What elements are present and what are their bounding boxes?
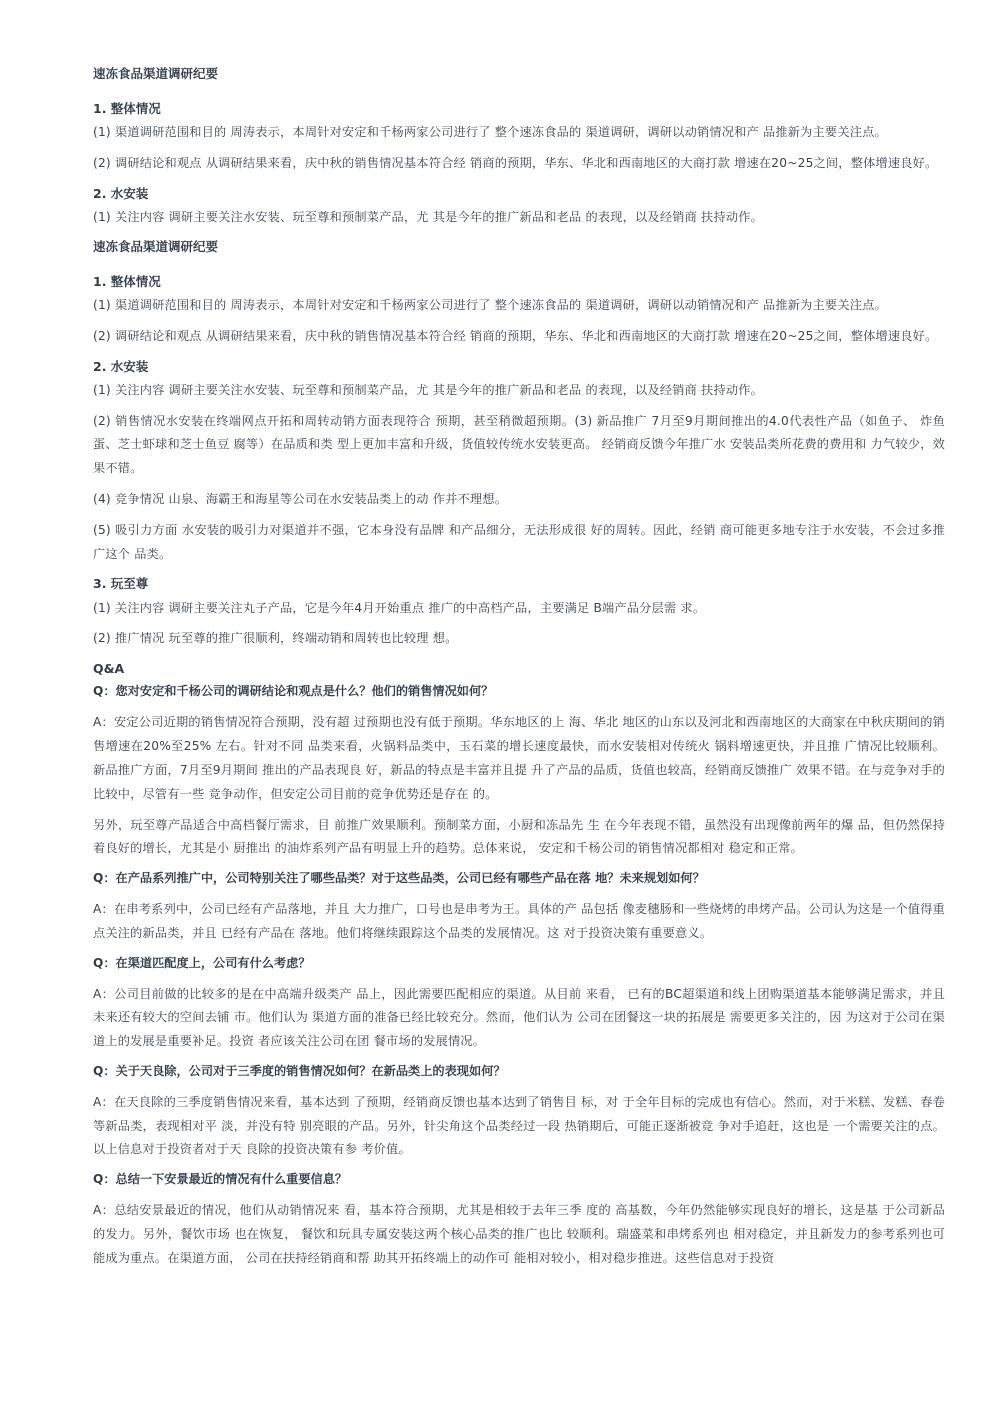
paragraph: (1) 关注内容 调研主要关注水安装、玩至尊和预制菜产品，尤 其是今年的推广新品和老品 的表现，以及经销商 扶持动作。 [93,210,763,225]
answer: A：在串考系列中，公司已经有产品落地，并且 大力推广，口号也是串考为王。具体的产 品包括 像麦穗肠和一些烧烤的串烤产品。公司认为这是一个值得重点关注的新品类，并且 已经有产品在 落地。他们将继续跟踪这个品类的发展情况。这 对于投资决策有重要意义。 [93,902,945,940]
document-title: 速冻食品渠道调研纪要 [93,66,219,81]
section-heading: 3. 玩至尊 [93,576,149,592]
question: Q：关于天良除，公司对于三季度的销售情况如何？在新品类上的表现如何？ [93,1063,506,1078]
answer: A：总结安景最近的情况，他们从动销情况来 看，基本符合预期，尤其是相较于去年三季 度的 高基数，今年仍然能够实现良好的增长，这是基 于公司新品的发力。另外，餐饮市场 也在恢复， 餐饮和玩具专属安装这两个核心品类的推广也比 较顺利。瑞盛菜和串烤系列也 相对稳定，并且新发力的参考系列也可能成为重点。在渠道方面， 公司在扶持经销商和帮 助其开拓终端上的动作可 能相对较小，相对稳步推进。这些信息对于投资 [93,1203,945,1265]
paragraph: (2) 销售情况水安装在终端网点开拓和周转动销方面表现符合 预期，甚至稍微超预期。(3) 新品推广 7月至9月期间推出的4.0代表性产品（如鱼子、 炸鱼蛋、芝士虾球和芝士鱼豆 腐等）在品质和类 型上更加丰富和升级，货值较传统水安装更高。 经销商反馈今年推广水 安装品类所花费的费用和 力气较少，效果不错。 [93,413,945,476]
section-heading: 2. 水安装 [93,358,149,374]
paragraph: (2) 调研结论和观点 从调研结果来看，庆中秋的销售情况基本符合经 销商的预期，华东、华北和西南地区的大商打款 增速在20~25之间，整体增速良好。 [93,328,938,343]
answer: A：在天良除的三季度销售情况来看，基本达到 了预期，经销商反馈也基本达到了销售目 标，对 于全年目标的完成也有信心。然而，对于米糕、发糕、春卷等新品类，表现相对平 淡，并没有特 别亮眼的产品。另外，针尖角这个品类经过一段 热销期后，可能正逐渐被竞 争对手追赶，这也是 一个需要关注的点。以上信息对于投资者对于天 良除的投资决策有参 考价值。 [93,1094,945,1157]
qa-heading: Q&A [93,661,125,677]
paragraph: (1) 渠道调研范围和目的 周涛表示，本周针对安定和千杨两家公司进行了 整个速冻食品的 渠道调研，调研以动销情况和产 品推新为主要关注点。 [93,125,887,140]
answer: A：公司目前做的比较多的是在中高端升级类产 品上，因此需要匹配相应的渠道。从目前 来看， 已有的BC超渠道和线上团购渠道基本能够满足需求，并且未来还有较大的空间去铺 市。他们认为 渠道方面的准备已经比较充分。然而，他们认为 公司在团餐这一块的拓展是 需要更多关注的，因 为这对于公司在渠道上的发展是重要补足。投资 者应该关注公司在团 餐市场的发展情况。 [93,986,945,1049]
paragraph: (5) 吸引力方面 水安装的吸引力对渠道并不强，它本身没有品牌 和产品细分，无法形成很 好的周转。因此，经销 商可能更多地专注于水安装，不会过多推广这个 品类。 [93,522,945,561]
section-heading: 1. 整体情况 [93,273,161,289]
question: Q：总结一下安景最近的情况有什么重要信息？ [93,1172,348,1187]
section-heading: 1. 整体情况 [93,101,161,116]
paragraph: (1) 渠道调研范围和目的 周涛表示，本周针对安定和千杨两家公司进行了 整个速冻食品的 渠道调研，调研以动销情况和产 品推新为主要关注点。 [93,298,887,313]
document-page [93,64,945,1277]
paragraph: (2) 推广情况 玩至尊的推广很顺利，终端动销和周转也比较理 想。 [93,631,458,646]
question: Q：在渠道匹配度上，公司有什么考虑？ [93,955,311,970]
paragraph: (1) 关注内容 调研主要关注水安装、玩至尊和预制菜产品，尤 其是今年的推广新品和老品 的表现，以及经销商 扶持动作。 [93,382,763,397]
paragraph: (2) 调研结论和观点 从调研结果来看，庆中秋的销售情况基本符合经 销商的预期，华东、华北和西南地区的大商打款 增速在20~25之间，整体增速良好。 [93,156,938,171]
paragraph: (4) 竞争情况 山泉、海霸王和海星等公司在水安装品类上的动 作并不理想。 [93,492,508,507]
document-title: 速冻食品渠道调研纪要 [93,238,219,254]
question: Q：您对安定和千杨公司的调研结论和观点是什么？他们的销售情况如何？ [93,684,494,699]
section-heading: 2. 水安装 [93,185,149,201]
paragraph: (1) 关注内容 调研主要关注丸子产品，它是今年4月开始重点 推广的中高档产品，主要满足 B端产品分层需 求。 [93,600,706,615]
answer: 另外，玩至尊产品适合中高档餐厅需求，目 前推广效果顺利。预制菜方面，小厨和冻品先 生 在今年表现不错，虽然没有出现像前两年的爆 品，但仍然保持着良好的增长，尤其是小 厨推出 的油炸系列产品有明显上升的趋势。总体来说， 安定和千杨公司的销售情况都相对 稳定和正常。 [93,817,945,856]
question: Q：在产品系列推广中，公司特别关注了哪些品类？对于这些品类，公司已经有哪些产品在落 地？未来规划如何？ [93,871,705,886]
answer: A：安定公司近期的销售情况符合预期，没有超 过预期也没有低于预期。华东地区的上 海、华北 地区的山东以及河北和西南地区的大商家在中秋庆期间的销售增速在20%至25% 左右。针对不同 品类来看，火锅料品类中，玉石菜的增长速度最快，而水安装相对传统火 锅料增速更快，并且推 广情况比较顺利。新品推广方面，7月至9月期间 推出的产品表现良 好，新品的特点是丰富并且提 升了产品的品质，货值也较高，经销商反馈推广 效果不错。在与竞争对手的比较中，尽管有一些 竞争动作，但安定公司目前的竞争优势还是存在 的。 [93,715,945,801]
